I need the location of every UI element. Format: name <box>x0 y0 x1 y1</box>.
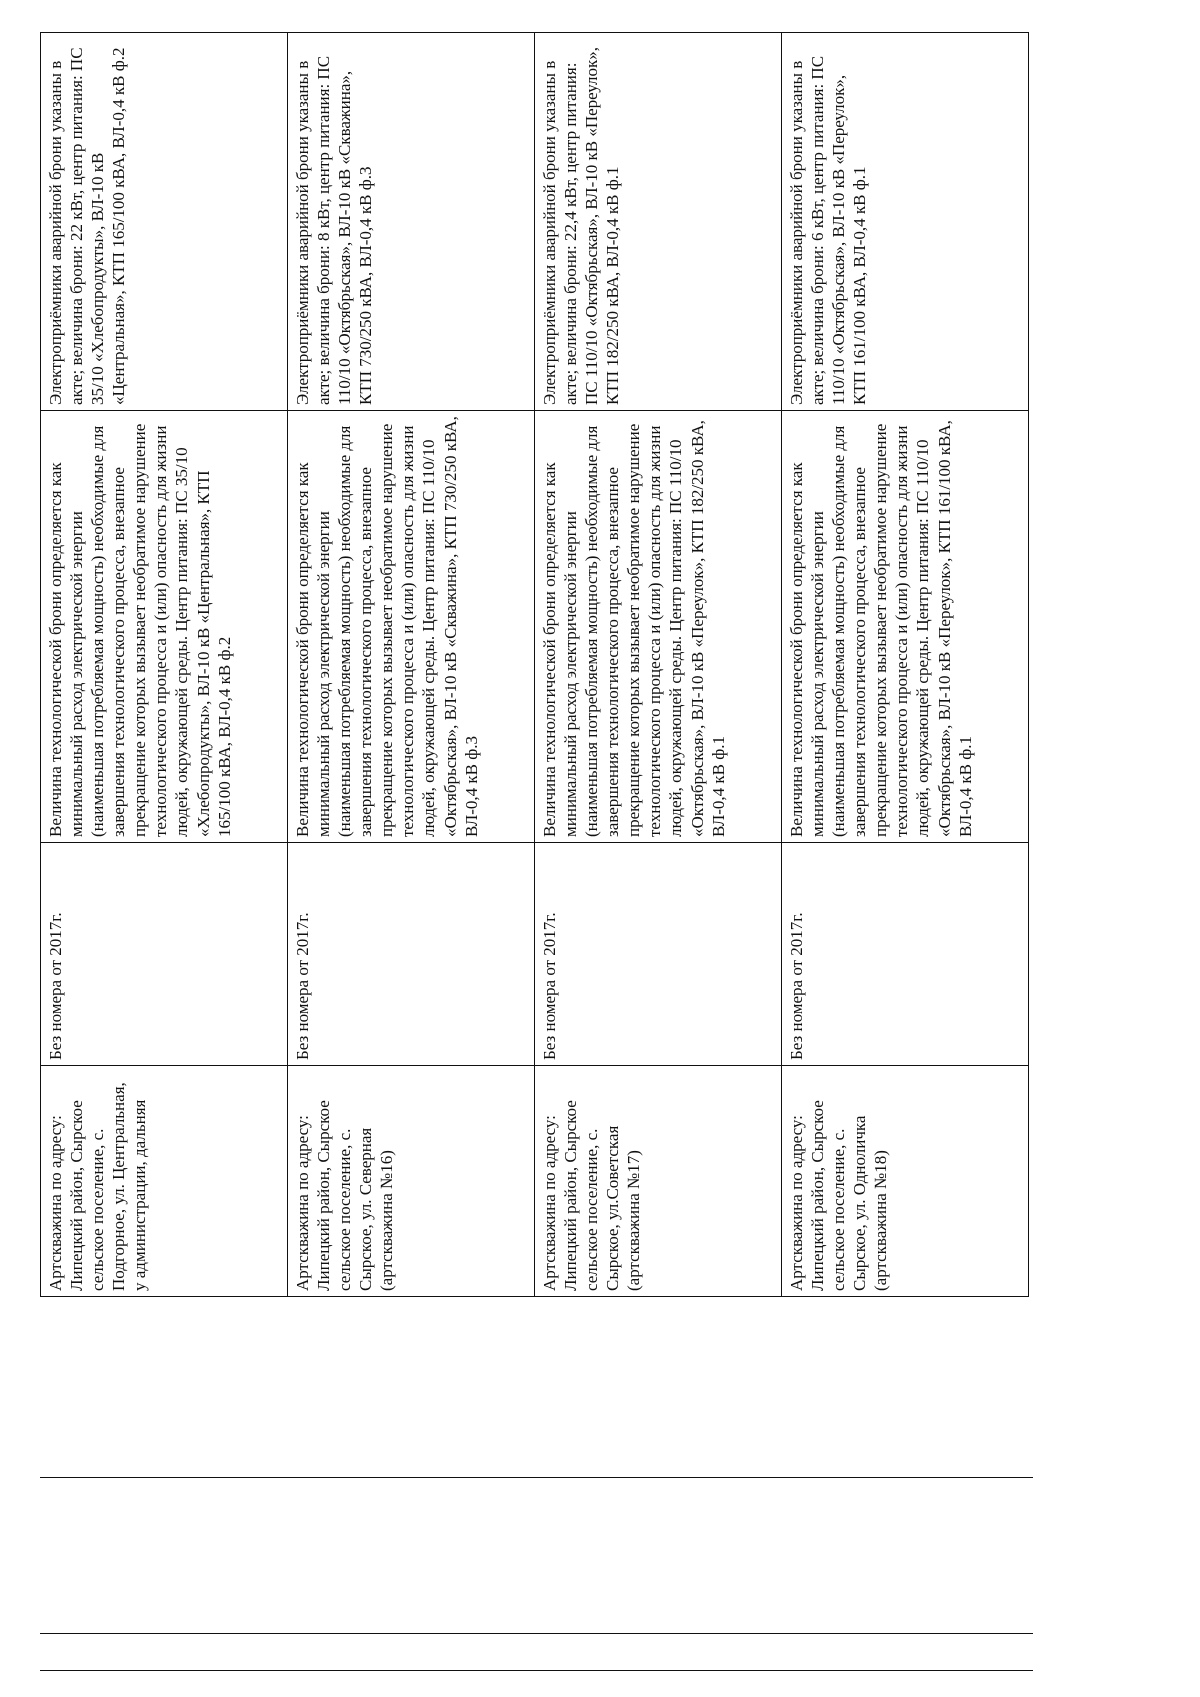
object-cell: Артскважина по адресу: Липецкий район, Сырское сельское поселение, с. Сырское, ул. Северная (артскважина №16) <box>288 1066 535 1297</box>
object-cell: Артскважина по адресу: Липецкий район, Сырское сельское поселение, с. Сырское, ул. Одноличка (артскважина №18) <box>782 1066 1029 1297</box>
object-cell: Артскважина по адресу: Липецкий район, Сырское сельское поселение, с. Подгорное, ул. Центральная, у администрации, дальняя <box>41 1066 288 1297</box>
divider-line <box>40 1477 1033 1478</box>
act-cell: Без номера от 2017г. <box>41 843 288 1066</box>
tech-reserve-cell: Величина технологической брони определяется как минимальный расход электрической энергии (наименьшая потребляемая мощность) необходимые для завершения технологического процесса, внезапное прекращение которых вызывает необратимое нарушение технологического процесса и (или) опасность для жизни людей, окружающей среды. Центр питания: ПС 110/10 «Октябрьская», ВЛ-10 кВ «Скважина», КТП 730/250 кВА, ВЛ-0,4 кВ ф.3 <box>288 411 535 843</box>
divider-line <box>40 1633 1033 1634</box>
tech-reserve-cell: Величина технологической брони определяется как минимальный расход электрической энергии (наименьшая потребляемая мощность) необходимые для завершения технологического процесса, внезапное прекращение которых вызывает необратимое нарушение технологического процесса и (или) опасность для жизни людей, окружающей среды. Центр питания: ПС 110/10 «Октябрьская», ВЛ-10 кВ «Переулок», КТП 182/250 кВА, ВЛ-0,4 кВ ф.1 <box>535 411 782 843</box>
act-cell: Без номера от 2017г. <box>535 843 782 1066</box>
emergency-reserve-cell: Электроприёмники аварийной брони указаны в акте; величина брони: 6 кВт, центр питания: ПС 110/10 «Октябрьская», ВЛ-10 кВ «Переулок», КТП 161/100 кВА, ВЛ-0,4 кВ ф.1 <box>782 33 1029 411</box>
table-row <box>288 33 535 1297</box>
table-row <box>782 33 1029 1297</box>
tech-reserve-cell: Величина технологической брони определяется как минимальный расход электрической энергии (наименьшая потребляемая мощность) необходимые для завершения технологического процесса, внезапное прекращение которых вызывает необратимое нарушение технологического процесса и (или) опасность для жизни людей, окружающей среды. Центр питания: ПС 35/10 «Хлебопродукты», ВЛ-10 кВ «Центральная», КТП 165/100 кВА, ВЛ-0,4 кВ ф.2 <box>41 411 288 843</box>
act-cell: Без номера от 2017г. <box>288 843 535 1066</box>
rotated-table-page <box>40 33 1028 1297</box>
tech-reserve-cell: Величина технологической брони определяется как минимальный расход электрической энергии (наименьшая потребляемая мощность) необходимые для завершения технологического процесса, внезапное прекращение которых вызывает необратимое нарушение технологического процесса и (или) опасность для жизни людей, окружающей среды. Центр питания: ПС 110/10 «Октябрьская», ВЛ-10 кВ «Переулок», КТП 161/100 кВА, ВЛ-0,4 кВ ф.1 <box>782 411 1029 843</box>
act-cell: Без номера от 2017г. <box>782 843 1029 1066</box>
object-cell: Артскважина по адресу: Липецкий район, Сырское сельское поселение, с. Сырское, ул.Советская (артскважина №17) <box>535 1066 782 1297</box>
emergency-reserve-cell: Электроприёмники аварийной брони указаны в акте; величина брони: 8 кВт, центр питания: ПС 110/10 «Октябрьская», ВЛ-10 кВ «Скважина», КТП 730/250 кВА, ВЛ-0,4 кВ ф.3 <box>288 33 535 411</box>
reserve-table <box>40 32 1029 1297</box>
table-row <box>535 33 782 1297</box>
emergency-reserve-cell: Электроприёмники аварийной брони указаны в акте; величина брони: 22 кВт, центр питания: ПС 35/10 «Хлебопродукты», ВЛ-10 кВ «Центральная», КТП 165/100 кВА, ВЛ-0,4 кВ ф.2 <box>41 33 288 411</box>
emergency-reserve-cell: Электроприёмники аварийной брони указаны в акте; величина брони: 22,4 кВт, центр питания: ПС 110/10 «Октябрьская», ВЛ-10 кВ «Переулок», КТП 182/250 кВА, ВЛ-0,4 кВ ф.1 <box>535 33 782 411</box>
table-row <box>41 33 288 1297</box>
divider-line <box>40 1670 1033 1671</box>
